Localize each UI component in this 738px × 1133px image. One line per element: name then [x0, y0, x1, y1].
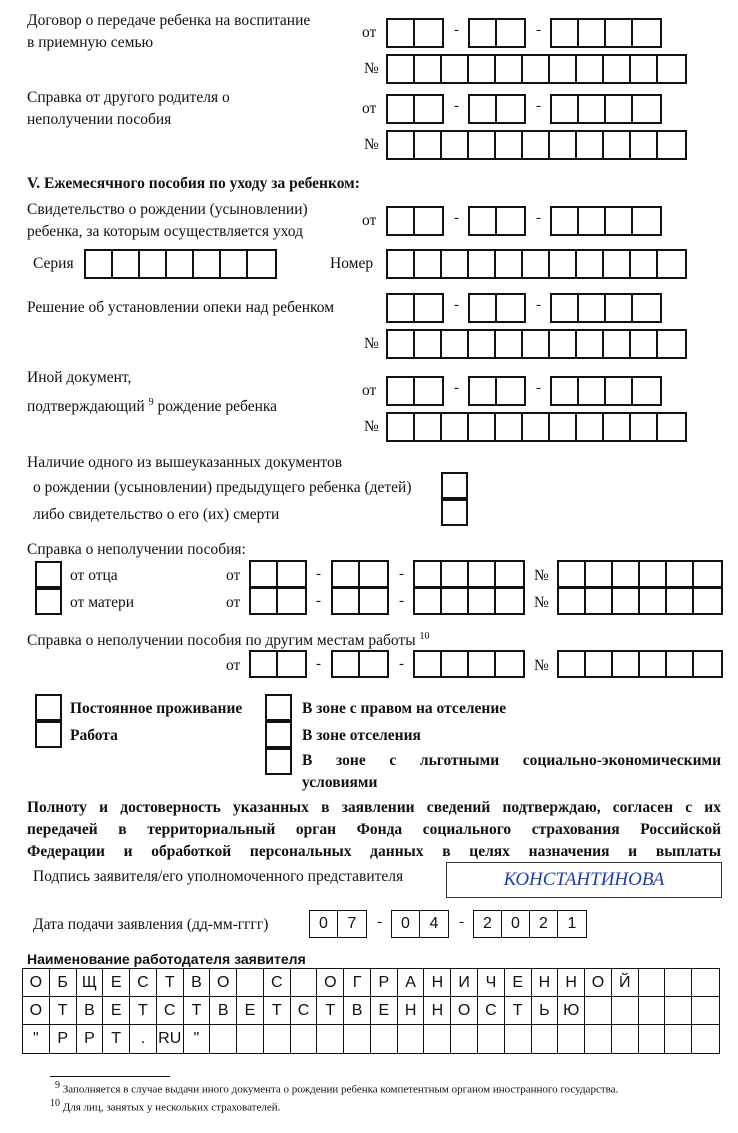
- confirm-text-1: Полноту и достоверность указанных в заявлении сведений подтверждаю, согласен с их: [27, 799, 721, 816]
- ot-label: от: [226, 657, 241, 674]
- employer-cell: [612, 997, 639, 1024]
- employer-cell: ": [23, 1025, 50, 1053]
- employer-cell: [317, 1025, 344, 1053]
- date-dash: -: [459, 914, 464, 930]
- mother-date-month[interactable]: [331, 587, 389, 615]
- date-digit: 2: [474, 911, 502, 937]
- date-digit: 2: [530, 911, 558, 937]
- submit-date-year[interactable]: [473, 910, 587, 938]
- mother-date-day[interactable]: [249, 587, 307, 615]
- employer-cell: [371, 1025, 398, 1053]
- date-dash: -: [316, 566, 321, 582]
- date-dash: -: [536, 297, 541, 313]
- work-label: Работа: [70, 727, 118, 744]
- birth-number[interactable]: [386, 249, 687, 279]
- employer-cell: [585, 997, 612, 1024]
- employer-cell: [210, 1025, 237, 1053]
- other-parent-date-month[interactable]: [468, 94, 526, 124]
- employer-cell: [665, 997, 692, 1024]
- residence-label: Постоянное проживание: [70, 700, 243, 717]
- mother-number[interactable]: [557, 587, 723, 615]
- date-dash: -: [399, 656, 404, 672]
- employer-cell: [639, 1025, 666, 1053]
- father-date-year[interactable]: [413, 560, 525, 588]
- no-label: №: [534, 567, 549, 584]
- guardianship-label: Решение об установлении опеки над ребенком: [27, 299, 335, 316]
- date-dash: -: [316, 593, 321, 609]
- date-dash: -: [536, 22, 541, 38]
- confirm-text-3: Федерации и обработкой персональных данных в целях назначения и выплаты: [27, 843, 721, 860]
- employer-cell: О: [23, 969, 50, 996]
- employer-cell: [585, 1025, 612, 1053]
- employer-cell: [237, 1025, 264, 1053]
- employer-cell: Н: [398, 997, 425, 1024]
- residence-checkbox[interactable]: [35, 694, 62, 721]
- date-dash: -: [399, 566, 404, 582]
- employer-cell: Е: [103, 969, 130, 996]
- employer-cell: С: [264, 969, 291, 996]
- date-dash: -: [454, 297, 459, 313]
- date-digit: 4: [429, 915, 439, 932]
- employer-cell: Н: [532, 969, 559, 996]
- birth-date-year[interactable]: [550, 206, 662, 236]
- footnote-10: $^{10}$ Для лиц, занятых у нескольких страхователей.: [50, 1098, 281, 1114]
- foster-date-month[interactable]: [468, 18, 526, 48]
- employer-cell: Р: [50, 1025, 77, 1053]
- submit-date-month[interactable]: [391, 910, 449, 938]
- employer-cell: [558, 1025, 585, 1053]
- employer-cell: Б: [50, 969, 77, 996]
- zone-1-checkbox[interactable]: [265, 694, 292, 721]
- employer-cell: Т: [505, 997, 532, 1024]
- employer-cell: О: [23, 997, 50, 1024]
- employer-cell: Ч: [478, 969, 505, 996]
- employer-cell: [478, 1025, 505, 1053]
- employer-cell: С: [157, 997, 184, 1024]
- other-jobs-date-month[interactable]: [331, 650, 389, 678]
- zone-1-label: В зоне с правом на отселение: [302, 700, 507, 717]
- employer-cell: Н: [424, 969, 451, 996]
- employer-cell: [532, 1025, 559, 1053]
- employer-cell: [639, 997, 666, 1024]
- other-jobs-date-day[interactable]: [249, 650, 307, 678]
- employer-cell: О: [585, 969, 612, 996]
- employer-cell: Т: [184, 997, 211, 1024]
- birth-series[interactable]: [84, 249, 277, 279]
- employer-cell: [424, 1025, 451, 1053]
- father-date-day[interactable]: [249, 560, 307, 588]
- other-doc-label-2: подтверждающий $^9$ рождение ребенка: [27, 397, 278, 416]
- employer-cell: Р: [371, 969, 398, 996]
- employer-cell: Г: [344, 969, 371, 996]
- no-label: №: [534, 657, 549, 674]
- employer-name-grid[interactable]: [22, 968, 720, 1054]
- date-digit: 1: [567, 915, 577, 932]
- guardianship-date-month[interactable]: [468, 293, 526, 323]
- confirm-text-2: передачей в территориальный орган Фонда социального страхования Российской: [27, 821, 721, 838]
- employer-cell: Т: [264, 997, 291, 1024]
- section-v-heading: V. Ежемесячного пособия по уходу за ребенком:: [27, 175, 360, 192]
- other-parent-number[interactable]: [386, 130, 687, 160]
- employer-cell: Н: [424, 997, 451, 1024]
- date-dash: -: [377, 914, 382, 930]
- series-label: Серия: [33, 255, 74, 272]
- employer-row: [23, 969, 719, 997]
- other-doc-date-day[interactable]: [386, 376, 444, 406]
- nonreceipt-label: Справка о неполучении пособия:: [27, 541, 246, 558]
- date-dash: -: [454, 22, 459, 38]
- from-father-label: от отца: [70, 567, 118, 584]
- employer-cell: О: [451, 997, 478, 1024]
- employer-cell: Т: [130, 997, 157, 1024]
- employer-cell: [451, 1025, 478, 1053]
- employer-cell: ": [184, 1025, 211, 1053]
- father-date-month[interactable]: [331, 560, 389, 588]
- father-number[interactable]: [557, 560, 723, 588]
- employer-cell: .: [130, 1025, 157, 1053]
- employer-cell: [665, 1025, 692, 1053]
- employer-cell: [692, 969, 719, 996]
- employer-cell: [639, 969, 666, 996]
- footnote-divider: [50, 1076, 170, 1077]
- father-checkbox[interactable]: [35, 561, 62, 588]
- employer-cell: В: [184, 969, 211, 996]
- employer-cell: [612, 1025, 639, 1053]
- employer-cell: А: [398, 969, 425, 996]
- employer-cell: [398, 1025, 425, 1053]
- ot-label: от: [362, 100, 377, 117]
- other-doc-date-month[interactable]: [468, 376, 526, 406]
- other-doc-label: Иной документ,: [27, 369, 132, 386]
- employer-cell: Е: [505, 969, 532, 996]
- prev-child-label-3: либо свидетельство о его (их) смерти: [33, 506, 280, 523]
- zone-2-checkbox[interactable]: [265, 721, 292, 748]
- employer-cell: С: [291, 997, 318, 1024]
- number-label: Номер: [330, 255, 374, 272]
- footnote-9: $^9$ Заполняется в случае выдачи иного документа о рождении ребенка компетентным органом иностранного государства.: [55, 1080, 619, 1096]
- foster-date-day[interactable]: [386, 18, 444, 48]
- employer-cell: [291, 969, 318, 996]
- foster-date-year[interactable]: [550, 18, 662, 48]
- ot-label: от: [226, 567, 241, 584]
- other-jobs-date-year[interactable]: [413, 650, 525, 678]
- employer-row: [23, 997, 719, 1025]
- signature-label: Подпись заявителя/его уполномоченного представителя: [33, 868, 404, 885]
- death-cert-checkbox[interactable]: [441, 499, 468, 526]
- employer-cell: Й: [612, 969, 639, 996]
- ot-label: от: [362, 212, 377, 229]
- date-dash: -: [454, 380, 459, 396]
- employer-label: Наименование работодателя заявителя: [27, 951, 306, 967]
- date-digit: 0: [502, 911, 530, 937]
- mother-date-year[interactable]: [413, 587, 525, 615]
- ot-label: от: [362, 382, 377, 399]
- employer-cell: Т: [50, 997, 77, 1024]
- employer-cell: Е: [371, 997, 398, 1024]
- guardianship-date-year[interactable]: [550, 293, 662, 323]
- employer-cell: С: [130, 969, 157, 996]
- date-digit: 7: [347, 915, 357, 932]
- mother-checkbox[interactable]: [35, 588, 62, 615]
- other-doc-date-year[interactable]: [550, 376, 662, 406]
- date-digit: 0: [310, 911, 338, 937]
- foster-contract-label: Договор о передаче ребенка на воспитание: [27, 12, 311, 29]
- zone-3-label-2: условиями: [302, 774, 378, 791]
- guardianship-date-day[interactable]: [386, 293, 444, 323]
- from-mother-label: от матери: [70, 594, 135, 611]
- other-jobs-label: Справка о неполучении пособия по другим местам работы $^{10}$: [27, 631, 430, 650]
- prev-child-label: Наличие одного из вышеуказанных документов: [27, 454, 343, 471]
- employer-row: [23, 1025, 719, 1053]
- employer-cell: Т: [317, 997, 344, 1024]
- zone-3-label: В зоне с льготными социально-экономическими: [302, 752, 721, 769]
- work-checkbox[interactable]: [35, 721, 62, 748]
- employer-cell: Т: [157, 969, 184, 996]
- guardianship-number[interactable]: [386, 329, 687, 359]
- date-dash: -: [454, 98, 459, 114]
- foster-contract-label-2: в приемную семью: [27, 34, 154, 51]
- employer-cell: [692, 997, 719, 1024]
- signature-field[interactable]: КОНСТАНТИНОВА: [446, 862, 722, 898]
- other-parent-date-day[interactable]: [386, 94, 444, 124]
- no-label: №: [534, 594, 549, 611]
- employer-cell: Щ: [77, 969, 104, 996]
- employer-cell: Е: [103, 997, 130, 1024]
- no-label: №: [364, 136, 379, 153]
- ot-label: от: [362, 24, 377, 41]
- employer-cell: RU: [157, 1025, 184, 1053]
- date-dash: -: [536, 98, 541, 114]
- employer-cell: В: [77, 997, 104, 1024]
- other-jobs-number[interactable]: [557, 650, 723, 678]
- submit-date-day[interactable]: [309, 910, 367, 938]
- date-dash: -: [316, 656, 321, 672]
- prev-child-checkbox[interactable]: [441, 472, 468, 499]
- employer-cell: Р: [77, 1025, 104, 1053]
- date-dash: -: [399, 593, 404, 609]
- other-parent-label: Справка от другого родителя о: [27, 89, 230, 106]
- birth-cert-label-2: ребенка, за которым осуществляется уход: [27, 223, 303, 240]
- employer-cell: [264, 1025, 291, 1053]
- birth-cert-label: Свидетельство о рождении (усыновлении): [27, 201, 308, 218]
- employer-cell: [237, 969, 264, 996]
- birth-date-day[interactable]: [386, 206, 444, 236]
- employer-cell: [692, 1025, 719, 1053]
- other-doc-number[interactable]: [386, 412, 687, 442]
- date-dash: -: [536, 380, 541, 396]
- employer-cell: [344, 1025, 371, 1053]
- date-dash: -: [454, 210, 459, 226]
- other-parent-date-year[interactable]: [550, 94, 662, 124]
- employer-cell: В: [210, 997, 237, 1024]
- employer-cell: [291, 1025, 318, 1053]
- employer-cell: О: [210, 969, 237, 996]
- prev-child-label-2: о рождении (усыновлении) предыдущего ребенка (детей): [33, 479, 412, 496]
- no-label: №: [364, 418, 379, 435]
- employer-cell: В: [344, 997, 371, 1024]
- employer-cell: О: [317, 969, 344, 996]
- employer-cell: Е: [237, 997, 264, 1024]
- date-digit: 0: [392, 911, 420, 937]
- employer-cell: [665, 969, 692, 996]
- foster-number[interactable]: [386, 54, 687, 84]
- date-label: Дата подачи заявления (дд-мм-гггг): [33, 916, 269, 933]
- employer-cell: И: [451, 969, 478, 996]
- employer-cell: С: [478, 997, 505, 1024]
- employer-cell: Ь: [532, 997, 559, 1024]
- date-dash: -: [536, 210, 541, 226]
- birth-date-month[interactable]: [468, 206, 526, 236]
- employer-cell: Т: [103, 1025, 130, 1053]
- no-label: №: [364, 60, 379, 77]
- zone-2-label: В зоне отселения: [302, 727, 421, 744]
- ot-label: от: [226, 594, 241, 611]
- no-label: №: [364, 335, 379, 352]
- employer-cell: [505, 1025, 532, 1053]
- employer-cell: Ю: [558, 997, 585, 1024]
- other-parent-label-2: неполучении пособия: [27, 111, 172, 128]
- employer-cell: Н: [558, 969, 585, 996]
- zone-3-checkbox[interactable]: [265, 748, 292, 775]
